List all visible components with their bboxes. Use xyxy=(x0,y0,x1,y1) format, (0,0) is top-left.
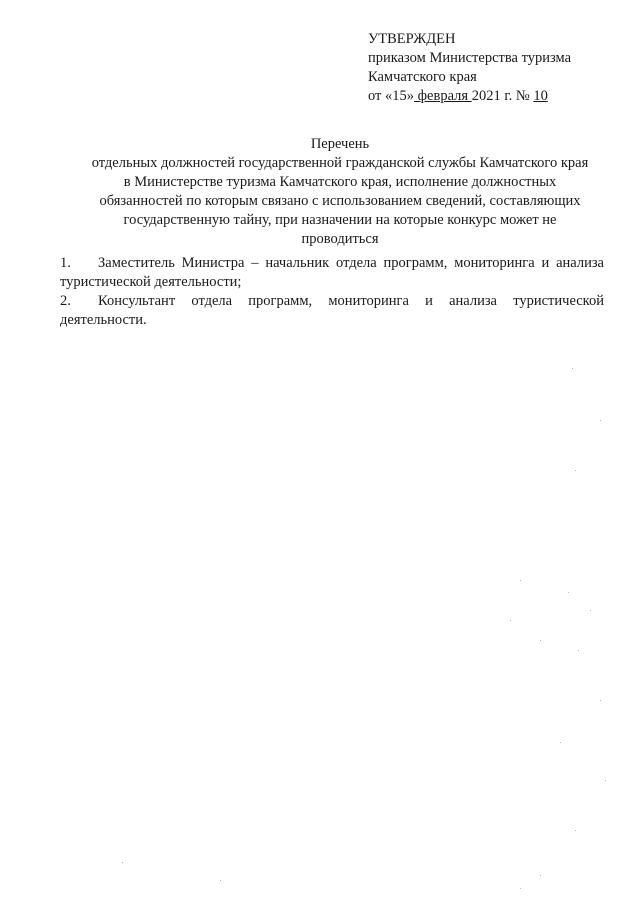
approval-line-ministry: приказом Министерства туризма xyxy=(368,50,572,66)
list-item-continuation: деятельности. xyxy=(60,312,147,328)
list-item-number: 2. xyxy=(60,293,71,309)
scan-speck xyxy=(122,862,123,863)
scan-speck xyxy=(520,888,521,889)
scan-speck xyxy=(220,880,221,881)
scan-speck xyxy=(590,610,591,611)
approval-heading: УТВЕРЖДЕН xyxy=(368,31,456,47)
list-item-continuation: туристической деятельности; xyxy=(60,274,242,290)
scan-speck xyxy=(568,592,569,593)
approval-line-region: Камчатского края xyxy=(368,69,477,85)
scan-speck xyxy=(572,368,573,369)
document-title xyxy=(40,135,640,249)
scan-speck xyxy=(510,620,511,621)
list-item xyxy=(60,254,604,292)
approval-date-month: февраля xyxy=(414,88,472,104)
list-item-number: 1. xyxy=(60,255,71,271)
title-line-6: проводиться xyxy=(301,231,379,247)
title-line-1: Перечень xyxy=(310,136,370,152)
scan-speck xyxy=(540,875,541,876)
scan-speck xyxy=(600,700,601,701)
approval-date-year: 2021 г. № xyxy=(471,88,534,104)
scan-speck xyxy=(520,580,521,581)
list-item-first-line xyxy=(60,292,604,311)
title-line-4: обязанностей по которым связано с использованием сведений, составляющих xyxy=(99,193,581,209)
title-line-2: отдельных должностей государственной гражданской службы Камчатского края xyxy=(91,155,589,171)
list-item xyxy=(60,292,604,330)
list-item-first-line xyxy=(60,254,604,273)
scan-speck xyxy=(575,830,576,831)
approval-date-line xyxy=(368,87,628,106)
approval-date-prefix: от «15» xyxy=(368,88,415,104)
positions-list xyxy=(60,254,604,330)
list-item-text: Заместитель Министра – начальник отдела программ, мониторинга и анализа xyxy=(98,255,604,271)
title-line-3: в Министерстве туризма Камчатского края, исполнение должностных xyxy=(123,174,557,190)
approval-stamp-block xyxy=(368,30,628,106)
title-line-5: государственную тайну, при назначении на которые конкурс может не xyxy=(123,212,557,228)
list-item-text: Консультант отдела программ, мониторинга и анализа туристической xyxy=(98,293,604,309)
scan-speck xyxy=(575,470,576,471)
approval-date-number: 10 xyxy=(533,88,548,104)
scan-speck xyxy=(578,650,579,651)
scan-speck xyxy=(605,780,606,781)
scan-speck xyxy=(540,640,541,641)
scan-speck xyxy=(560,742,561,743)
scan-speck xyxy=(600,420,601,421)
